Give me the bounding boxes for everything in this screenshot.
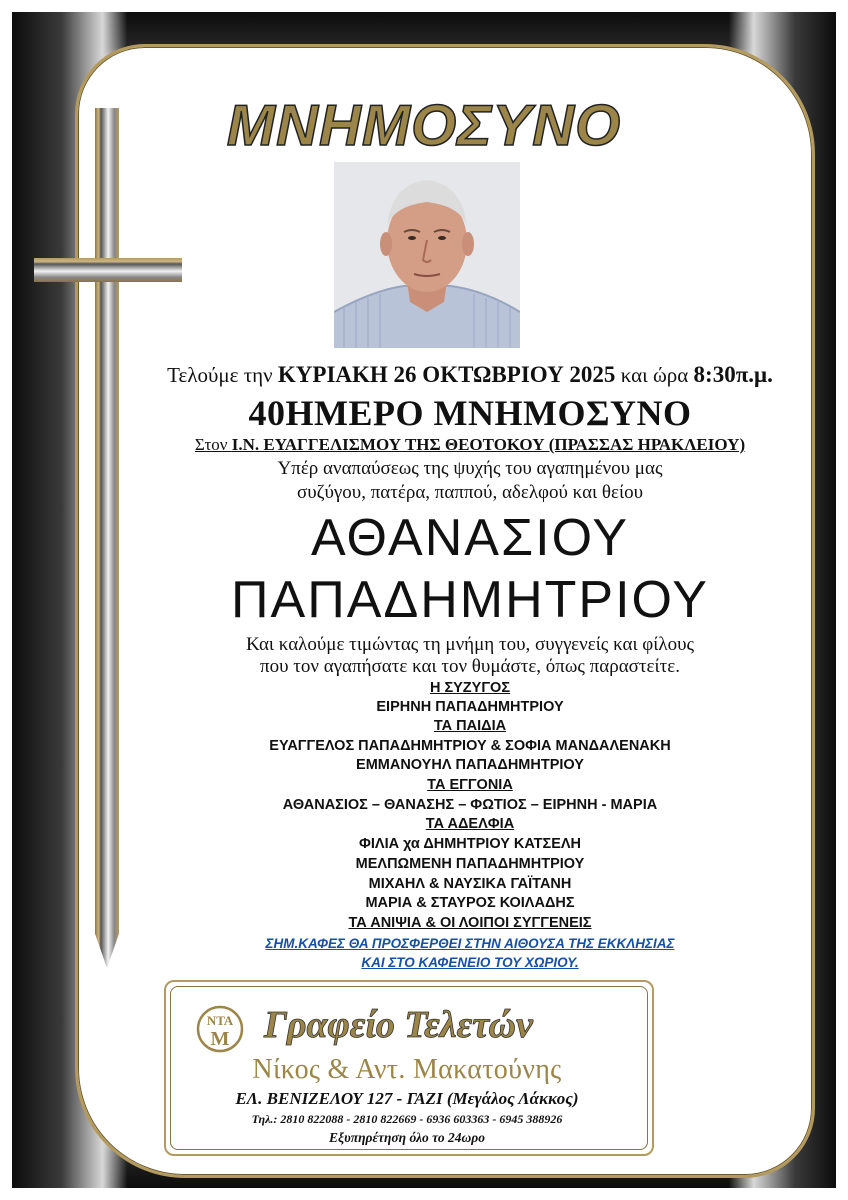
- church-line: [120, 435, 820, 455]
- funeral-office-address: ΕΛ. ΒΕΝΙΖΕΛΟΥ 127 - ΓΑΖΙ (Μεγάλος Λάκκος): [235, 1089, 579, 1108]
- ceremony-prefix: Τελούμε την: [167, 363, 273, 387]
- deceased-last-name: ΠΑΠΑΔΗΜΗΤΡΙΟΥ: [231, 571, 709, 629]
- ceremony-middle: και ώρα: [620, 363, 689, 387]
- funeral-office-owners: Νίκος & Αντ. Μακατούνης: [252, 1054, 562, 1085]
- invitation-line: Και καλούμε τιμώντας τη μνήμη του, συγγενείς και φίλους: [245, 634, 695, 655]
- svg-text:Μ: Μ: [210, 1028, 230, 1050]
- family-heading: ΤΑ ΑΔΕΛΦΙΑ: [425, 816, 515, 832]
- funeral-office-logo-icon: [196, 1003, 244, 1055]
- page-title: ΜΝΗΜΟΣΥΝΟ: [226, 93, 622, 158]
- memorial-type: 40ΗΜΕΡΟ ΜΝΗΜΟΣΥΝΟ: [248, 393, 692, 433]
- family-name: ΕΜΜΑΝΟΥΗΛ ΠΑΠΑΔΗΜΗΤΡΙΟΥ: [356, 757, 584, 773]
- deceased-first-name: ΑΘΑΝΑΣΙΟΥ: [310, 509, 630, 567]
- family-name: ΦΙΛΙΑ χα ΔΗΜΗΤΡΙΟΥ ΚΑΤΣΕΛΗ: [358, 836, 582, 852]
- family-heading: ΤΑ ΕΓΓΟΝΙΑ: [427, 777, 513, 793]
- family-heading: Η ΣΥΖΥΓΟΣ: [429, 680, 511, 696]
- invitation-line: που τον αγαπήσατε και τον θυμάστε, όπως παραστείτε.: [259, 656, 680, 677]
- family-name: ΜΕΛΠΩΜΕΝΗ ΠΑΠΑΔΗΜΗΤΡΙΟΥ: [355, 856, 585, 872]
- intro-line: Υπέρ αναπαύσεως της ψυχής του αγαπημένου μας: [277, 458, 663, 479]
- family-name: ΕΥΑΓΓΕΛΟΣ ΠΑΠΑΔΗΜΗΤΡΙΟΥ & ΣΟΦΙΑ ΜΑΝΔΑΛΕΝΑΚΗ: [269, 738, 671, 754]
- family-heading: ΤΑ ΑΝΙΨΙΑ & ΟΙ ΛΟΙΠΟΙ ΣΥΓΓΕΝΕΙΣ: [348, 915, 592, 931]
- coffee-note: ΣΗΜ.ΚΑΦΕΣ ΘΑ ΠΡΟΣΦΕΡΘΕΙ ΣΤΗΝ ΑΙΘΟΥΣΑ ΤΗΣ ΕΚΚΛΗΣΙΑΣ: [265, 936, 675, 951]
- funeral-office-phones: Τηλ.: 2810 822088 - 2810 822669 - 6936 603363 - 6945 388926: [251, 1112, 563, 1126]
- family-name: ΜΑΡΙΑ & ΣΤΑΥΡΟΣ ΚΟΙΛΑΔΗΣ: [365, 895, 575, 911]
- family-name: ΜΙΧΑΗΛ & ΝΑΥΣΙΚΑ ΓΑΪΤΑΝΗ: [368, 876, 572, 892]
- funeral-office-service: Εξυπηρέτηση όλο το 24ωρο: [329, 1130, 485, 1145]
- ceremony-date: ΚΥΡΙΑΚΗ 26 ΟΚΤΩΒΡΙΟΥ 2025: [277, 362, 616, 387]
- church-prefix: Στον: [194, 435, 228, 454]
- funeral-office-title: Γραφείο Τελετών: [264, 1004, 533, 1046]
- family-name: ΑΘΑΝΑΣΙΟΣ – ΘΑΝΑΣΗΣ – ΦΩΤΙΟΣ – ΕΙΡΗΝΗ - ΜΑΡΙΑ: [282, 797, 658, 813]
- portrait-photo: [334, 162, 520, 348]
- intro-line: συζύγου, πατέρα, παππού, αδελφού και θείου: [296, 482, 643, 503]
- ceremony-time: 8:30π.μ.: [693, 362, 773, 387]
- family-heading: ΤΑ ΠΑΙΔΙΑ: [433, 718, 507, 734]
- ceremony-line: [120, 362, 820, 388]
- svg-text:ΝΤΑ: ΝΤΑ: [206, 1013, 234, 1028]
- coffee-note: ΚΑΙ ΣΤΟ ΚΑΦΕΝΕΙΟ ΤΟΥ ΧΩΡΙΟΥ.: [361, 955, 579, 970]
- church-name: Ι.Ν. ΕΥΑΓΓΕΛΙΣΜΟΥ ΤΗΣ ΘΕΟΤΟΚΟΥ (ΠΡΑΣΣΑΣ ΗΡΑΚΛΕΙΟΥ): [231, 435, 746, 454]
- family-name: ΕΙΡΗΝΗ ΠΑΠΑΔΗΜΗΤΡΙΟΥ: [376, 699, 564, 715]
